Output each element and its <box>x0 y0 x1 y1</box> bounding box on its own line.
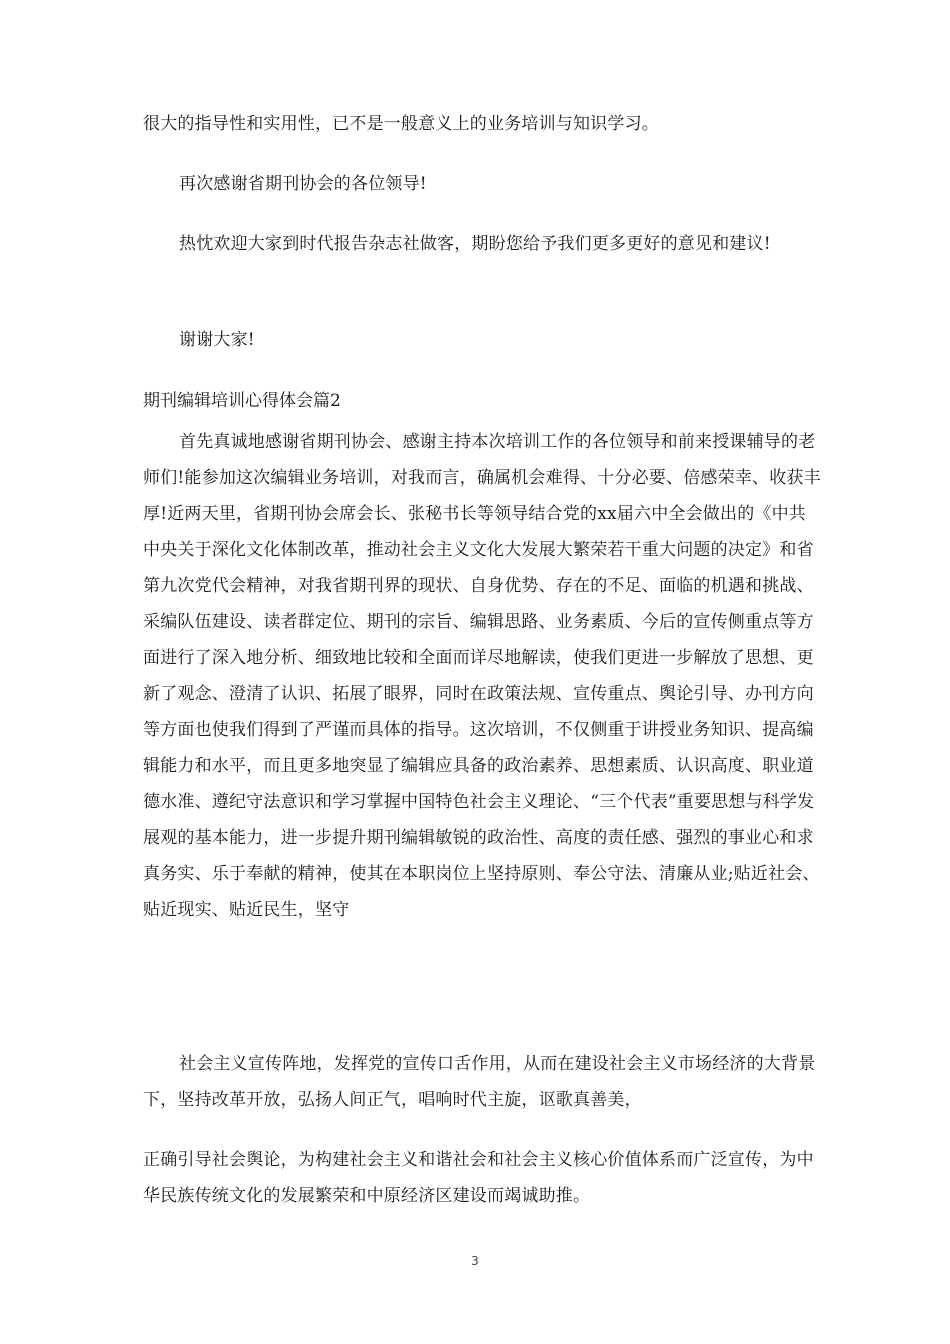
paragraph-main: 首先真诚地感谢省期刊协会、感谢主持本次培训工作的各位领导和前来授课辅导的老师们!能参加这次编辑业务培训，对我而言，确属机会难得、十分必要、倍感荣幸、收获丰厚!近两天里，省期刊协会席会长、张秘书长等领导结合党的xx届六中全会做出的《中共中央关于深化文化体制改革，推动社会主义文化大发展大繁荣若干重大问题的决定》和省第九次党代会精神，对我省期刊界的现状、自身优势、存在的不足、面临的机遇和挑战、采编队伍建设、读者群定位、期刊的宗旨、编辑思路、业务素质、今后的宣传侧重点等方面进行了深入地分析、细致地比较和全面而详尽地解读，使我们更进一步解放了思想、更新了观念、澄清了认识、拓展了眼界，同时在政策法规、宣传重点、舆论引导、办刊方向等方面也使我们得到了严谨而具体的指导。这次培训，不仅侧重于讲授业务知识、提高编辑能力和水平，而且更多地突显了编辑应具备的政治素养、思想素质、认识高度、职业道德水准、遵纪守法意识和学习掌握中国特色社会主义理论、“三个代表”重要思想与科学发展观的基本能力，进一步提升期刊编辑敏锐的政治性、高度的责任感、强烈的事业心和求真务实、乐于奉献的精神，使其在本职岗位上坚持原则、奉公守法、清廉从业;贴近社会、贴近现实、贴近民生，坚守 <box>143 432 821 920</box>
paragraph-continuation: 很大的指导性和实用性，已不是一般意义上的业务培训与知识学习。 <box>143 114 659 134</box>
paragraph-propaganda: 社会主义宣传阵地，发挥党的宣传口舌作用，从而在建设社会主义市场经济的大背景下，坚持改革开放，弘扬人间正气，唱响时代主旋，讴歌真善美， <box>143 1054 816 1110</box>
section-heading: 期刊编辑培训心得体会篇2 <box>143 391 341 411</box>
paragraph-welcome: 热忱欢迎大家到时代报告杂志社做客，期盼您给予我们更多更好的意见和建议! <box>179 234 771 254</box>
paragraph-thanks: 再次感谢省期刊协会的各位领导! <box>179 174 427 194</box>
paragraph-closing: 谢谢大家! <box>179 330 255 350</box>
page-number: 3 <box>471 1254 479 1268</box>
paragraph-guidance: 正确引导社会舆论，为构建社会主义和谐社会和社会主义核心价值体系而广泛宣传，为中华民族传统文化的发展繁荣和中原经济区建设而竭诚助推。 <box>143 1150 814 1206</box>
